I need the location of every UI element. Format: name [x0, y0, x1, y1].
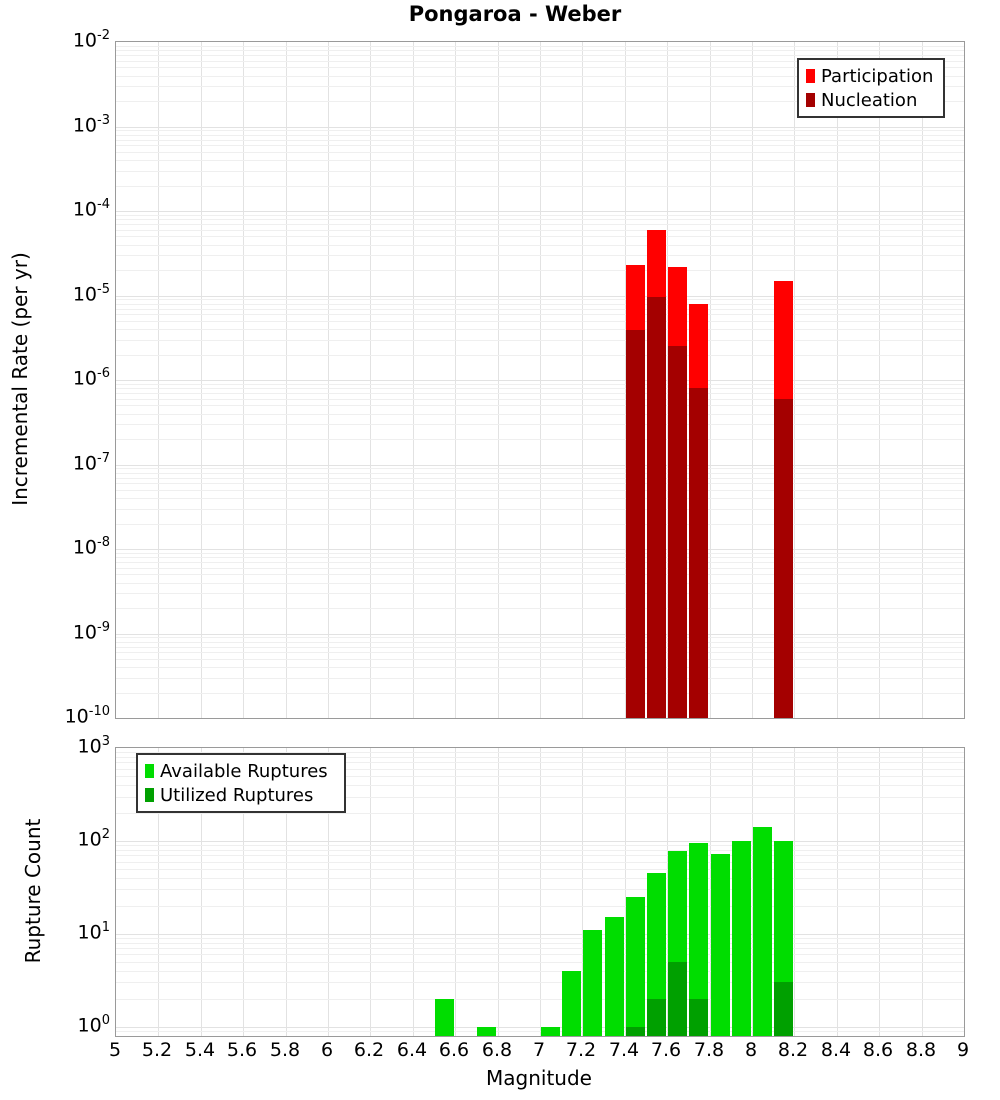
x-tick-label: 5.2	[141, 1039, 173, 1061]
gridline-minor	[116, 424, 964, 425]
y-tick-label: $10^{-5}$	[72, 282, 110, 306]
y-tick-label: $10^2$	[77, 827, 110, 851]
gridline-minor	[116, 399, 964, 400]
gridline-minor	[116, 524, 964, 525]
gridline-minor	[116, 314, 964, 315]
legend-item	[145, 761, 337, 782]
rate-legend	[797, 58, 945, 118]
gridline-minor	[116, 483, 964, 484]
gridline-minor	[116, 999, 964, 1000]
gridline-vertical	[540, 748, 541, 1036]
x-axis-label: Magnitude	[486, 1066, 592, 1090]
gridline-minor	[116, 224, 964, 225]
y-tick-label: $10^{-7}$	[72, 451, 110, 475]
bar-available-ruptures	[732, 841, 751, 1036]
gridline-minor	[116, 667, 964, 668]
gridline-minor	[116, 943, 964, 944]
gridline-vertical	[922, 748, 923, 1036]
x-tick-label: 8	[744, 1039, 758, 1061]
bar-available-ruptures	[753, 827, 772, 1036]
y-tick-label: $10^{-4}$	[72, 197, 110, 221]
gridline-minor	[116, 340, 964, 341]
gridline-minor	[116, 186, 964, 187]
bar-utilized-ruptures	[689, 999, 708, 1036]
gridline-minor	[116, 355, 964, 356]
gridline-major	[116, 127, 964, 128]
gridline-minor	[116, 321, 964, 322]
bar-available-ruptures	[605, 917, 624, 1036]
y-tick-label: $10^{-8}$	[72, 535, 110, 559]
gridline-minor	[116, 948, 964, 949]
gridline-minor	[116, 230, 964, 231]
gridline-minor	[116, 813, 964, 814]
gridline-minor	[116, 255, 964, 256]
legend-item	[806, 90, 936, 111]
gridline-vertical	[794, 748, 795, 1036]
gridline-minor	[116, 414, 964, 415]
x-tick-label: 9	[956, 1039, 970, 1061]
gridline-major	[116, 549, 964, 550]
bar-available-ruptures	[477, 1027, 496, 1036]
legend-label: Available Ruptures	[160, 760, 328, 782]
gridline-minor	[116, 845, 964, 846]
gridline-minor	[116, 55, 964, 56]
gridline-minor	[116, 850, 964, 851]
x-tick-label: 7.6	[650, 1039, 682, 1061]
gridline-minor	[116, 236, 964, 237]
gridline-minor	[116, 1031, 964, 1032]
bar-utilized-ruptures	[774, 982, 793, 1036]
x-tick-label: 6.8	[481, 1039, 513, 1061]
x-tick-label: 7.2	[565, 1039, 597, 1061]
gridline-minor	[116, 906, 964, 907]
legend-swatch	[806, 69, 815, 83]
x-tick-label: 6.4	[396, 1039, 428, 1061]
gridline-vertical	[455, 748, 456, 1036]
gridline-minor	[116, 140, 964, 141]
gridline-minor	[116, 642, 964, 643]
gridline-minor	[116, 490, 964, 491]
gridline-minor	[116, 855, 964, 856]
y-tick-label: $10^3$	[77, 734, 110, 758]
gridline-minor	[116, 130, 964, 131]
bar-utilized-ruptures	[668, 962, 687, 1036]
gridline-minor	[116, 647, 964, 648]
gridline-minor	[116, 478, 964, 479]
gridline-minor	[116, 329, 964, 330]
gridline-minor	[116, 270, 964, 271]
gridline-minor	[116, 659, 964, 660]
gridline-major	[116, 934, 964, 935]
bar-nucleation	[774, 399, 793, 718]
legend-swatch	[145, 764, 154, 778]
gridline-minor	[116, 574, 964, 575]
gridline-minor	[116, 954, 964, 955]
gridline-vertical	[879, 748, 880, 1036]
top-y-axis-label: Incremental Rate (per yr)	[8, 252, 32, 506]
gridline-minor	[116, 50, 964, 51]
bar-available-ruptures	[562, 971, 581, 1036]
legend-item	[806, 66, 936, 87]
gridline-minor	[116, 553, 964, 554]
gridline-minor	[116, 299, 964, 300]
gridline-minor	[116, 468, 964, 469]
gridline-minor	[116, 862, 964, 863]
bar-available-ruptures	[541, 1027, 560, 1036]
legend-swatch	[806, 93, 815, 107]
gridline-minor	[116, 608, 964, 609]
legend-label: Participation	[821, 65, 934, 87]
x-tick-label: 5.8	[269, 1039, 301, 1061]
gridline-vertical	[498, 748, 499, 1036]
x-tick-label: 8.4	[820, 1039, 852, 1061]
gridline-major	[116, 841, 964, 842]
gridline-minor	[116, 135, 964, 136]
x-tick-label: 8.2	[777, 1039, 809, 1061]
gridline-minor	[116, 171, 964, 172]
bar-available-ruptures	[435, 999, 454, 1036]
x-tick-label: 7	[532, 1039, 546, 1061]
gridline-minor	[116, 215, 964, 216]
rupture-legend	[136, 753, 346, 813]
gridline-minor	[116, 693, 964, 694]
gridline-minor	[116, 637, 964, 638]
y-tick-label: $10^{-10}$	[64, 704, 110, 728]
gridline-minor	[116, 962, 964, 963]
x-tick-label: 8.8	[905, 1039, 937, 1061]
x-tick-label: 5.6	[226, 1039, 258, 1061]
gridline-minor	[116, 439, 964, 440]
x-tick-label: 7.4	[608, 1039, 640, 1061]
gridline-minor	[116, 568, 964, 569]
gridline-minor	[116, 473, 964, 474]
gridline-minor	[116, 678, 964, 679]
x-tick-label: 5	[108, 1039, 122, 1061]
x-tick-label: 6	[320, 1039, 334, 1061]
gridline-minor	[116, 304, 964, 305]
y-tick-label: $10^{-2}$	[72, 28, 110, 52]
x-tick-label: 5.4	[184, 1039, 216, 1061]
bar-nucleation	[626, 330, 645, 718]
gridline-minor	[116, 869, 964, 870]
chart-title: Pongaroa - Weber	[408, 2, 622, 26]
gridline-minor	[116, 160, 964, 161]
incremental-rate-plot	[115, 41, 965, 719]
gridline-minor	[116, 46, 964, 47]
y-tick-label: $10^{-3}$	[72, 113, 110, 137]
gridline-major	[116, 634, 964, 635]
bar-utilized-ruptures	[647, 999, 666, 1036]
legend-swatch	[145, 788, 154, 802]
gridline-vertical	[837, 748, 838, 1036]
gridline-minor	[116, 982, 964, 983]
gridline-minor	[116, 878, 964, 879]
gridline-vertical	[370, 748, 371, 1036]
gridline-major	[116, 1027, 964, 1028]
gridline-minor	[116, 145, 964, 146]
gridline-minor	[116, 509, 964, 510]
legend-item	[145, 785, 337, 806]
gridline-major	[116, 211, 964, 212]
gridline-minor	[116, 393, 964, 394]
gridline-minor	[116, 152, 964, 153]
bar-utilized-ruptures	[626, 1027, 645, 1036]
y-tick-label: $10^{-9}$	[72, 620, 110, 644]
bar-nucleation	[668, 346, 687, 718]
y-tick-label: $10^0$	[77, 1013, 110, 1037]
gridline-minor	[116, 384, 964, 385]
gridline-minor	[116, 219, 964, 220]
bar-nucleation	[647, 297, 666, 718]
bar-available-ruptures	[711, 854, 730, 1036]
gridline-minor	[116, 309, 964, 310]
gridline-minor	[116, 562, 964, 563]
gridline-minor	[116, 938, 964, 939]
gridline-minor	[116, 245, 964, 246]
bar-available-ruptures	[583, 930, 602, 1036]
gridline-minor	[116, 583, 964, 584]
y-tick-label: $10^{-6}$	[72, 366, 110, 390]
gridline-minor	[116, 971, 964, 972]
x-tick-label: 6.2	[353, 1039, 385, 1061]
gridline-minor	[116, 388, 964, 389]
gridline-major	[116, 296, 964, 297]
x-tick-label: 6.6	[438, 1039, 470, 1061]
legend-label: Utilized Ruptures	[160, 784, 314, 806]
bar-available-ruptures	[626, 897, 645, 1036]
x-tick-label: 8.6	[862, 1039, 894, 1061]
gridline-minor	[116, 557, 964, 558]
y-tick-label: $10^1$	[77, 920, 110, 944]
gridline-major	[116, 465, 964, 466]
gridline-major	[116, 380, 964, 381]
gridline-minor	[116, 405, 964, 406]
gridline-minor	[116, 593, 964, 594]
x-tick-label: 7.8	[693, 1039, 725, 1061]
bar-nucleation	[689, 388, 708, 718]
gridline-minor	[116, 652, 964, 653]
gridline-vertical	[413, 748, 414, 1036]
gridline-minor	[116, 498, 964, 499]
bottom-y-axis-label: Rupture Count	[21, 818, 45, 964]
gridline-minor	[116, 889, 964, 890]
legend-label: Nucleation	[821, 89, 918, 111]
